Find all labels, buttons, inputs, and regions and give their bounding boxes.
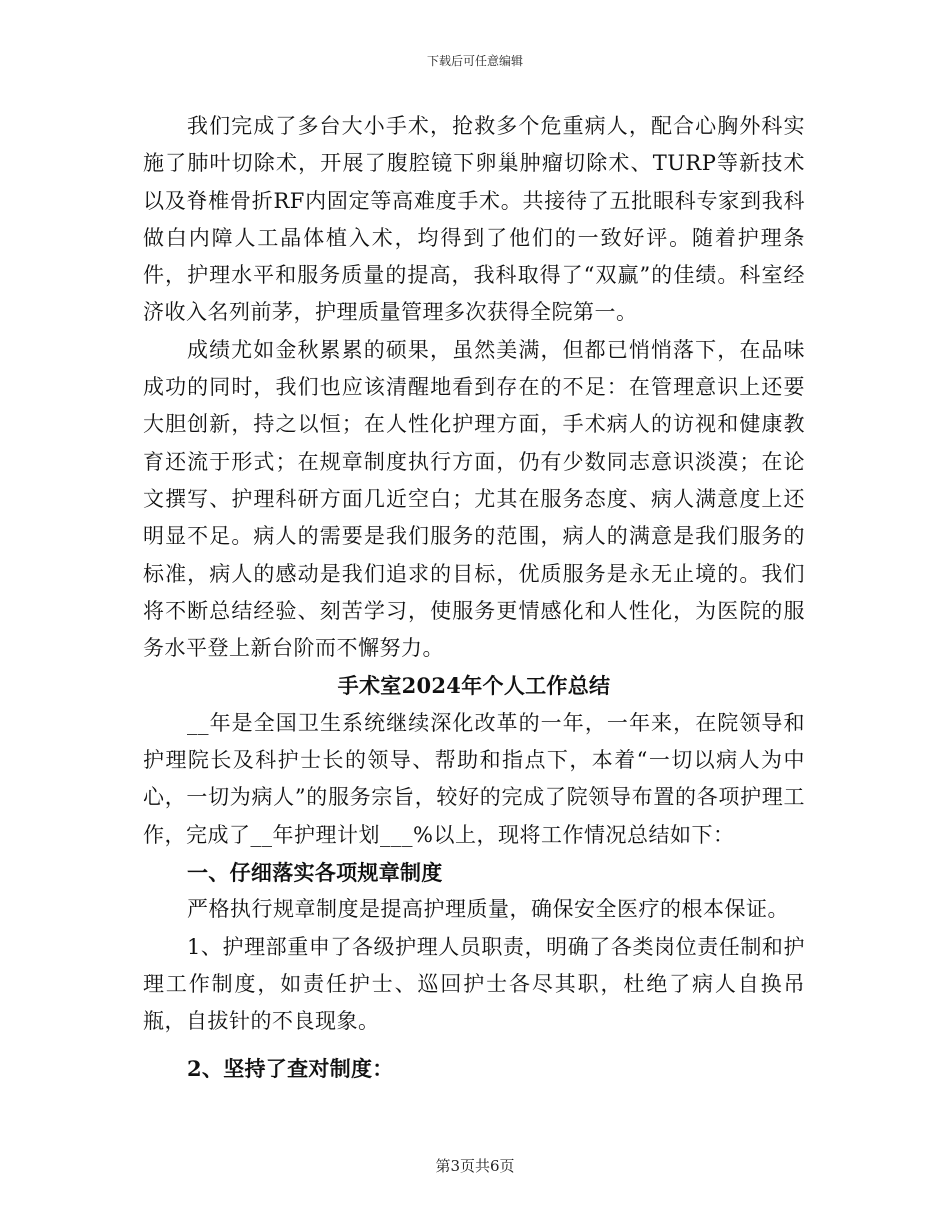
paragraph-staff-duties: 1、护理部重申了各级护理人员职责，明确了各类岗位责任制和护理工作制度，如责任护士、巡回护士各尽其职，杜绝了病人自换吊瓶，自拔针的不良现象。	[143, 934, 805, 1034]
paragraph-rules-importance: 严格执行规章制度是提高护理质量，确保安全医疗的根本保证。	[187, 897, 789, 922]
page-header: 下载后可任意编辑	[426, 54, 523, 68]
page-number: 第3页共6页	[435, 1157, 515, 1175]
paragraph-introduction: __年是全国卫生系统继续深化改革的一年，一年来，在院领导和护理院长及科护士长的领导、帮助和指点下，本着“一切以病人为中心，一切为病人”的服务宗旨，较好的完成了院领导布置的各项护理工作，完成了__年护理计划___%以上，现将工作情况总结如下：	[143, 710, 805, 847]
document-body	[143, 108, 805, 1088]
paragraph-shortcomings: 成绩尤如金秋累累的硕果，虽然美满，但都已悄悄落下，在品味成功的同时，我们也应该清醒地看到存在的不足：在管理意识上还要大胆创新，持之以恒；在人性化护理方面，手术病人的访视和健康教育还流于形式；在规章制度执行方面，仍有少数同志意识淡漠；在论文撰写、护理科研方面几近空白；尤其在服务态度、病人满意度上还明显不足。病人的需要是我们服务的范围，病人的满意是我们服务的标准，病人的感动是我们追求的目标，优质服务是永无止境的。我们将不断总结经验、刻苦学习，使服务更情感化和人性化，为医院的服务水平登上新台阶而不懈努力。	[143, 337, 805, 661]
paragraph-surgery-achievements: 我们完成了多台大小手术，抢救多个危重病人，配合心胸外科实施了肺叶切除术，开展了腹腔镜下卵巢肿瘤切除术、TURP等新技术以及脊椎骨折RF内固定等高难度手术。共接待了五批眼科专家到我科做白内障人工晶体植入术，均得到了他们的一致好评。随着护理条件，护理水平和服务质量的提高，我科取得了“双赢”的佳绩。科室经济收入名列前茅，护理质量管理多次获得全院第一。	[143, 114, 805, 325]
heading-checking-system: 2、坚持了查对制度：	[187, 1056, 394, 1082]
heading-implement-rules: 一、仔细落实各项规章制度	[187, 859, 443, 885]
section-title: 手术室2024年个人工作总结	[337, 673, 611, 699]
